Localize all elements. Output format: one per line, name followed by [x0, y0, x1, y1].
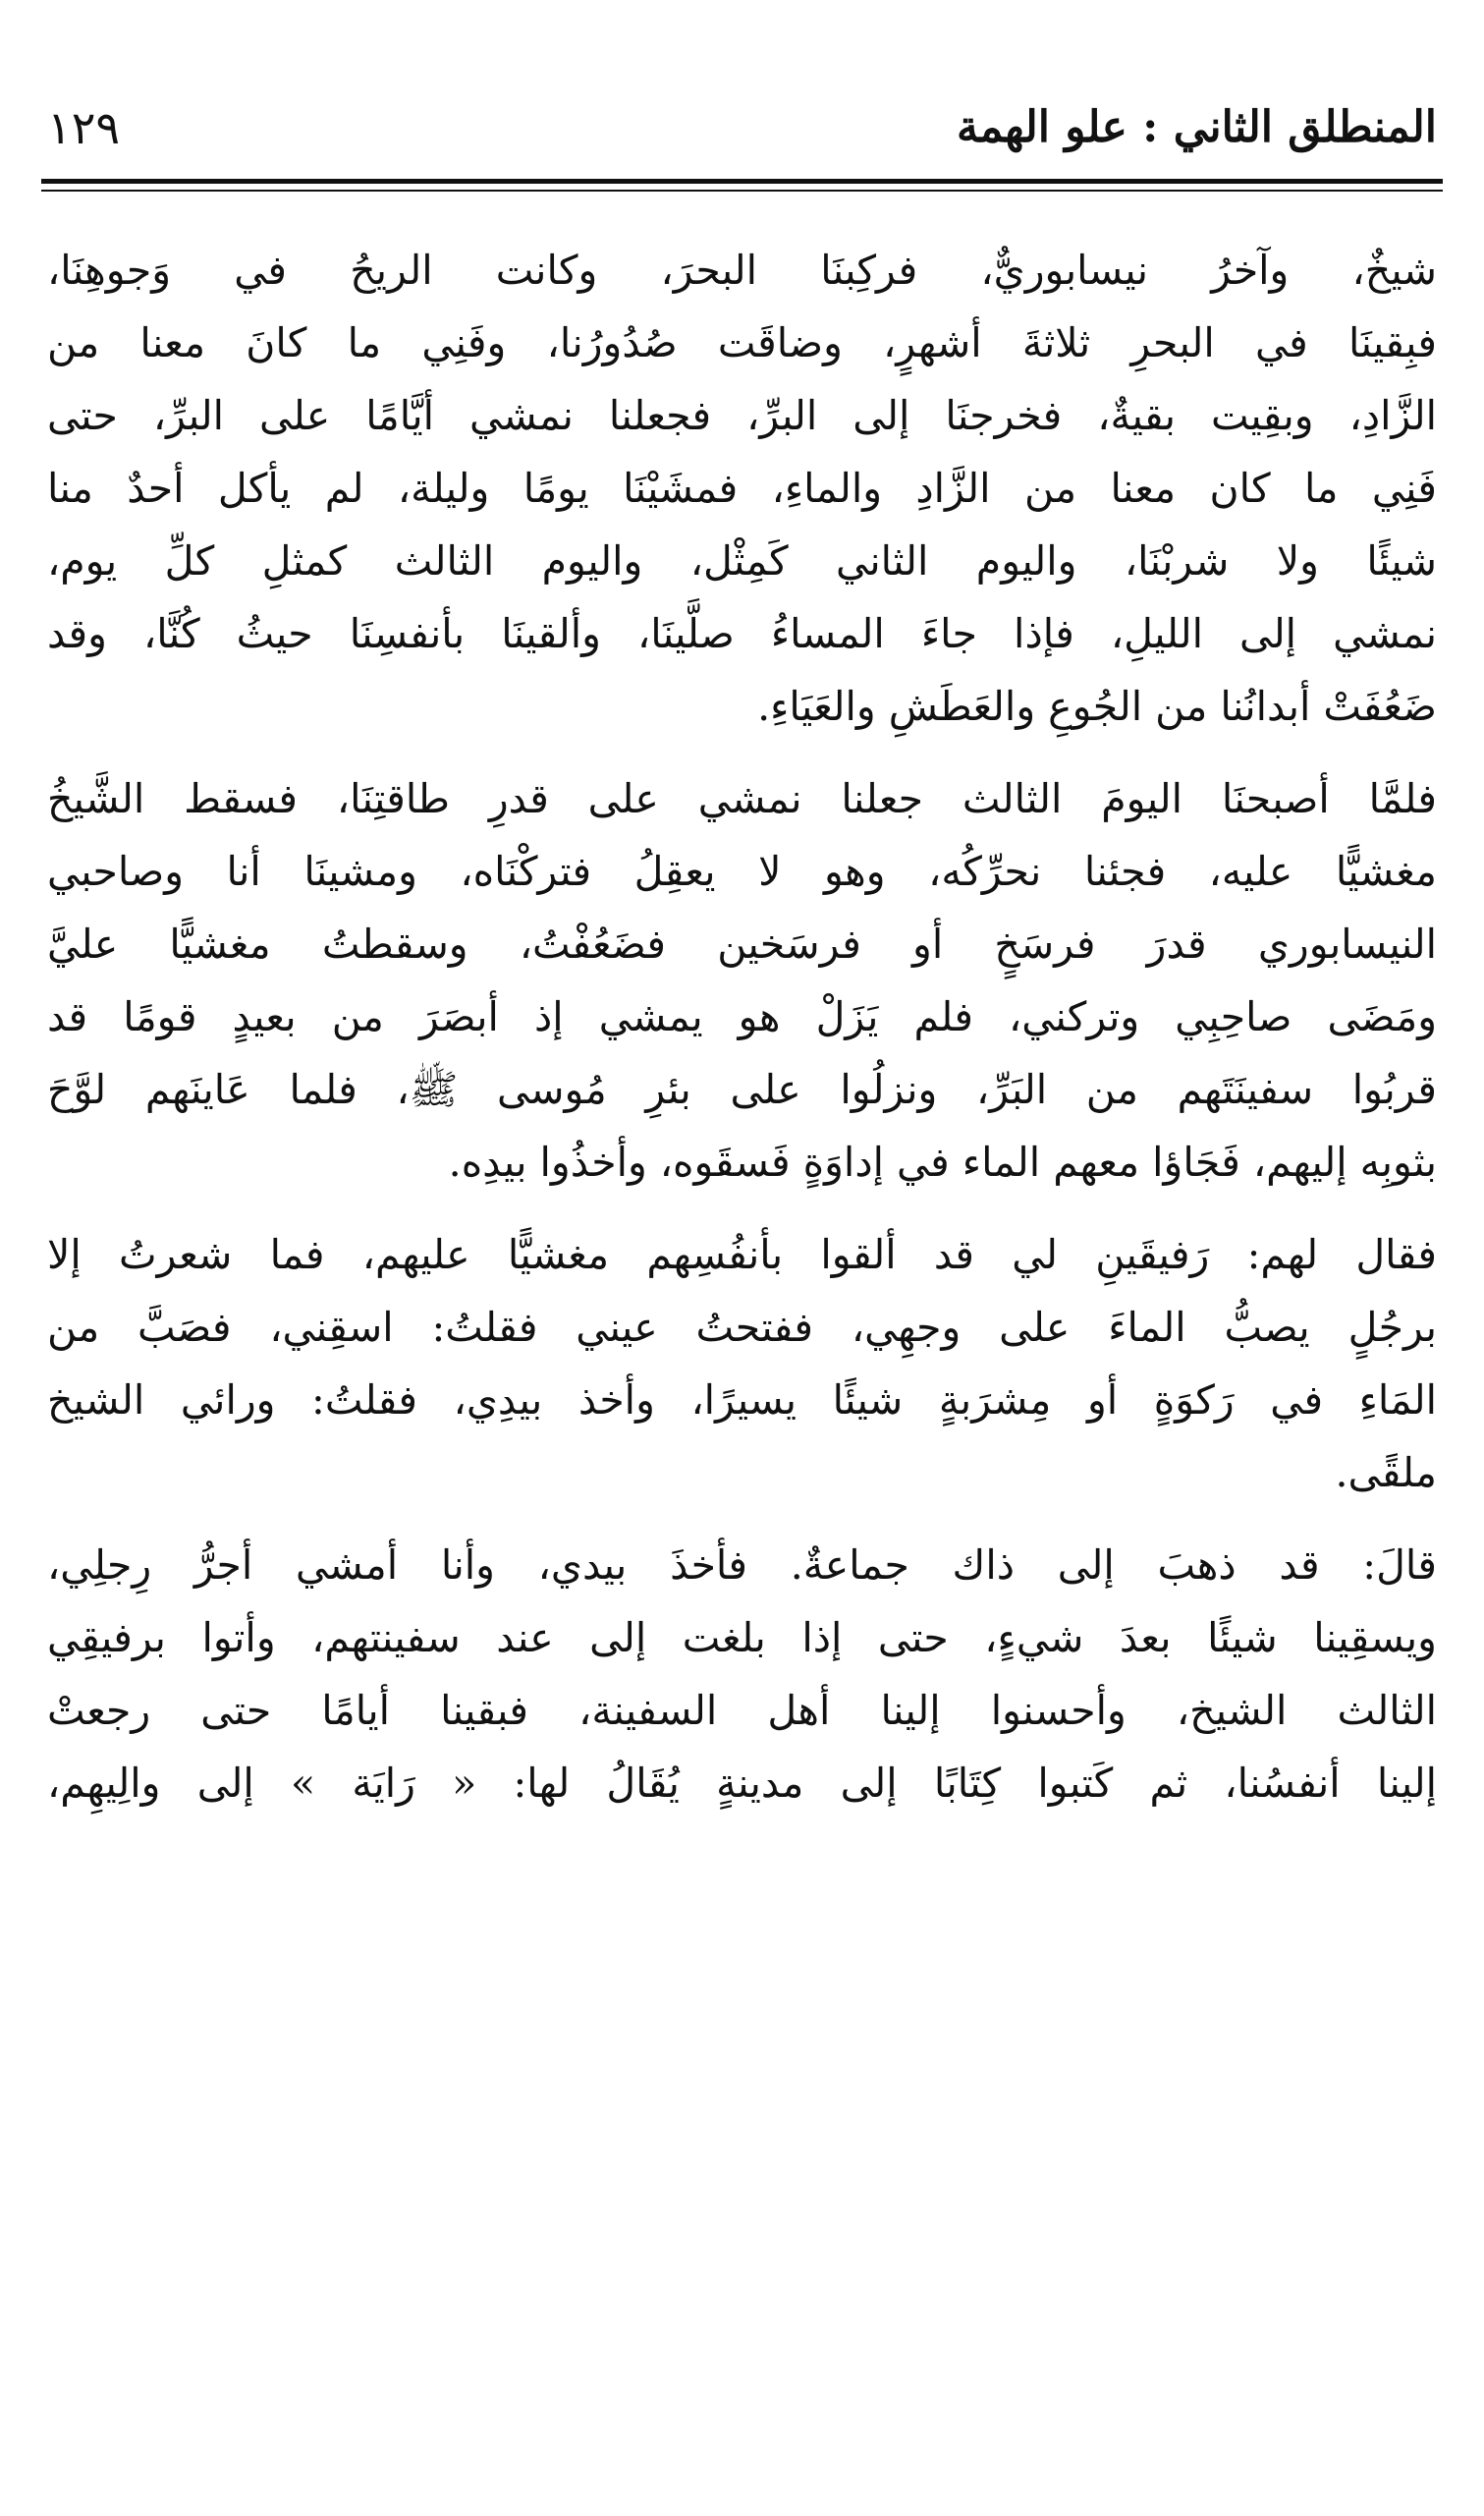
paragraph-3 [47, 1218, 1437, 1509]
text-line: إلينا أنفسُنا، ثم كَتبوا كِتَابًا إلى مدينةٍ يُقَالُ لها: « رَايَة » إلى والِيهِم، [47, 1760, 1437, 1807]
text-line: فَنِي ما كان معنا من الزَّادِ والماءِ، فمشَيْنَا يومًا وليلة، لم يأكل أحدٌ منا [47, 465, 1437, 512]
text-line: الزَّادِ، وبقِيت بقيةٌ، فخرجنَا إلى البرِّ، فجعلنا نمشي أيَّامًا على البرِّ، حتى [47, 392, 1437, 439]
text-line: المَاءِ في رَكوَةٍ أو مِشرَبةٍ شيئًا يسيرًا، وأخذ بيدِي، فقلتُ: ورائي الشيخ [47, 1376, 1437, 1424]
text-line: قربُوا سفينَتَهم من البَرِّ، ونزلُوا على بئرِ مُوسى ﷺ، فلما عَاينَهم لوَّحَ [47, 1066, 1437, 1113]
page-number: ١٢٩ [47, 101, 121, 154]
text-line: ضَعُفَتْ أبدانُنا من الجُوعِ والعَطَشِ والعَيَاءِ. [757, 683, 1437, 730]
text-line: النيسابوري قدرَ فرسَخٍ أو فرسَخين فضَعُفْتُ، وسقطتُ مغشيًّا عليَّ [47, 921, 1437, 968]
text-line: قالَ: قد ذهبَ إلى ذاك جماعةٌ. فأخذَ بيدي، وأنا أمشي أجرُّ رِجلِي، [47, 1541, 1437, 1589]
text-line: شيخٌ، وآخرُ نيسابوريٌّ، فركِبنَا البحرَ، وكانت الريحُ في وَجوهِنَا، [47, 247, 1437, 294]
text-line: فلمَّا أصبحنَا اليومَ الثالث جعلنا نمشي على قدرِ طاقتِنَا، فسقط الشَّيخُ [47, 775, 1437, 822]
text-line: ويسقِينا شيئًا بعدَ شيءٍ، حتى إذا بلغت إلى عند سفينتهم، وأتوا برفيقِي [47, 1614, 1437, 1661]
paragraph-gap [47, 1509, 1437, 1529]
paragraph-2 [47, 762, 1437, 1199]
text-line: مغشيًّا عليه، فجئنا نحرِّكُه، وهو لا يعقِلُ فتركْنَاه، ومشينَا أنا وصاحبي [47, 848, 1437, 895]
header-rule-thin [41, 190, 1443, 192]
body-text [47, 234, 1437, 1819]
chapter-title: المنطلق الثاني : علو الهمة [957, 102, 1437, 152]
text-line: نمشي إلى الليلِ، فإذا جاءَ المساءُ صلَّينَا، وألقينَا بأنفسِنَا حيثُ كُنَّا، وقد [47, 610, 1437, 657]
text-line: بثوبِه إليهم، فَجَاؤا معهم الماء في إداوَةٍ فَسقَوه، وأخذُوا بيدِه. [448, 1139, 1437, 1186]
text-line: ومَضَى صاحِبِي وتركني، فلم يَزَلْ هو يمشي إذ أبصَرَ من بعيدٍ قومًا قد [47, 993, 1437, 1040]
text-line: فقال لهم: رَفيقَينِ لي قد ألقوا بأنفُسِهم مغشيًّا عليهم، فما شعرتُ إلا [47, 1231, 1437, 1278]
text-line: ملقًى. [1335, 1449, 1437, 1496]
paragraph-gap [47, 1199, 1437, 1218]
paragraph-1 [47, 234, 1437, 743]
paragraph-gap [47, 743, 1437, 762]
text-line: الثالث الشيخ، وأحسنوا إلينا أهل السفينة، فبقينا أيامًا حتى رجعتْ [47, 1687, 1437, 1734]
text-line: شيئًا ولا شربْنَا، واليوم الثاني كَمِثْل، واليوم الثالث كمثلِ كلِّ يوم، [47, 537, 1437, 585]
header-rule-thick [41, 179, 1443, 184]
text-line: فبِقينَا في البحرِ ثلاثةَ أشهرٍ، وضاقَت صُدُورُنا، وفَنِي ما كانَ معنا من [47, 319, 1437, 366]
paragraph-4 [47, 1529, 1437, 1819]
text-line: برجُلٍ يصبُّ الماءَ على وجهِي، ففتحتُ عيني فقلتُ: اسقِني، فصَبَّ من [47, 1304, 1437, 1351]
running-header [47, 88, 1437, 167]
